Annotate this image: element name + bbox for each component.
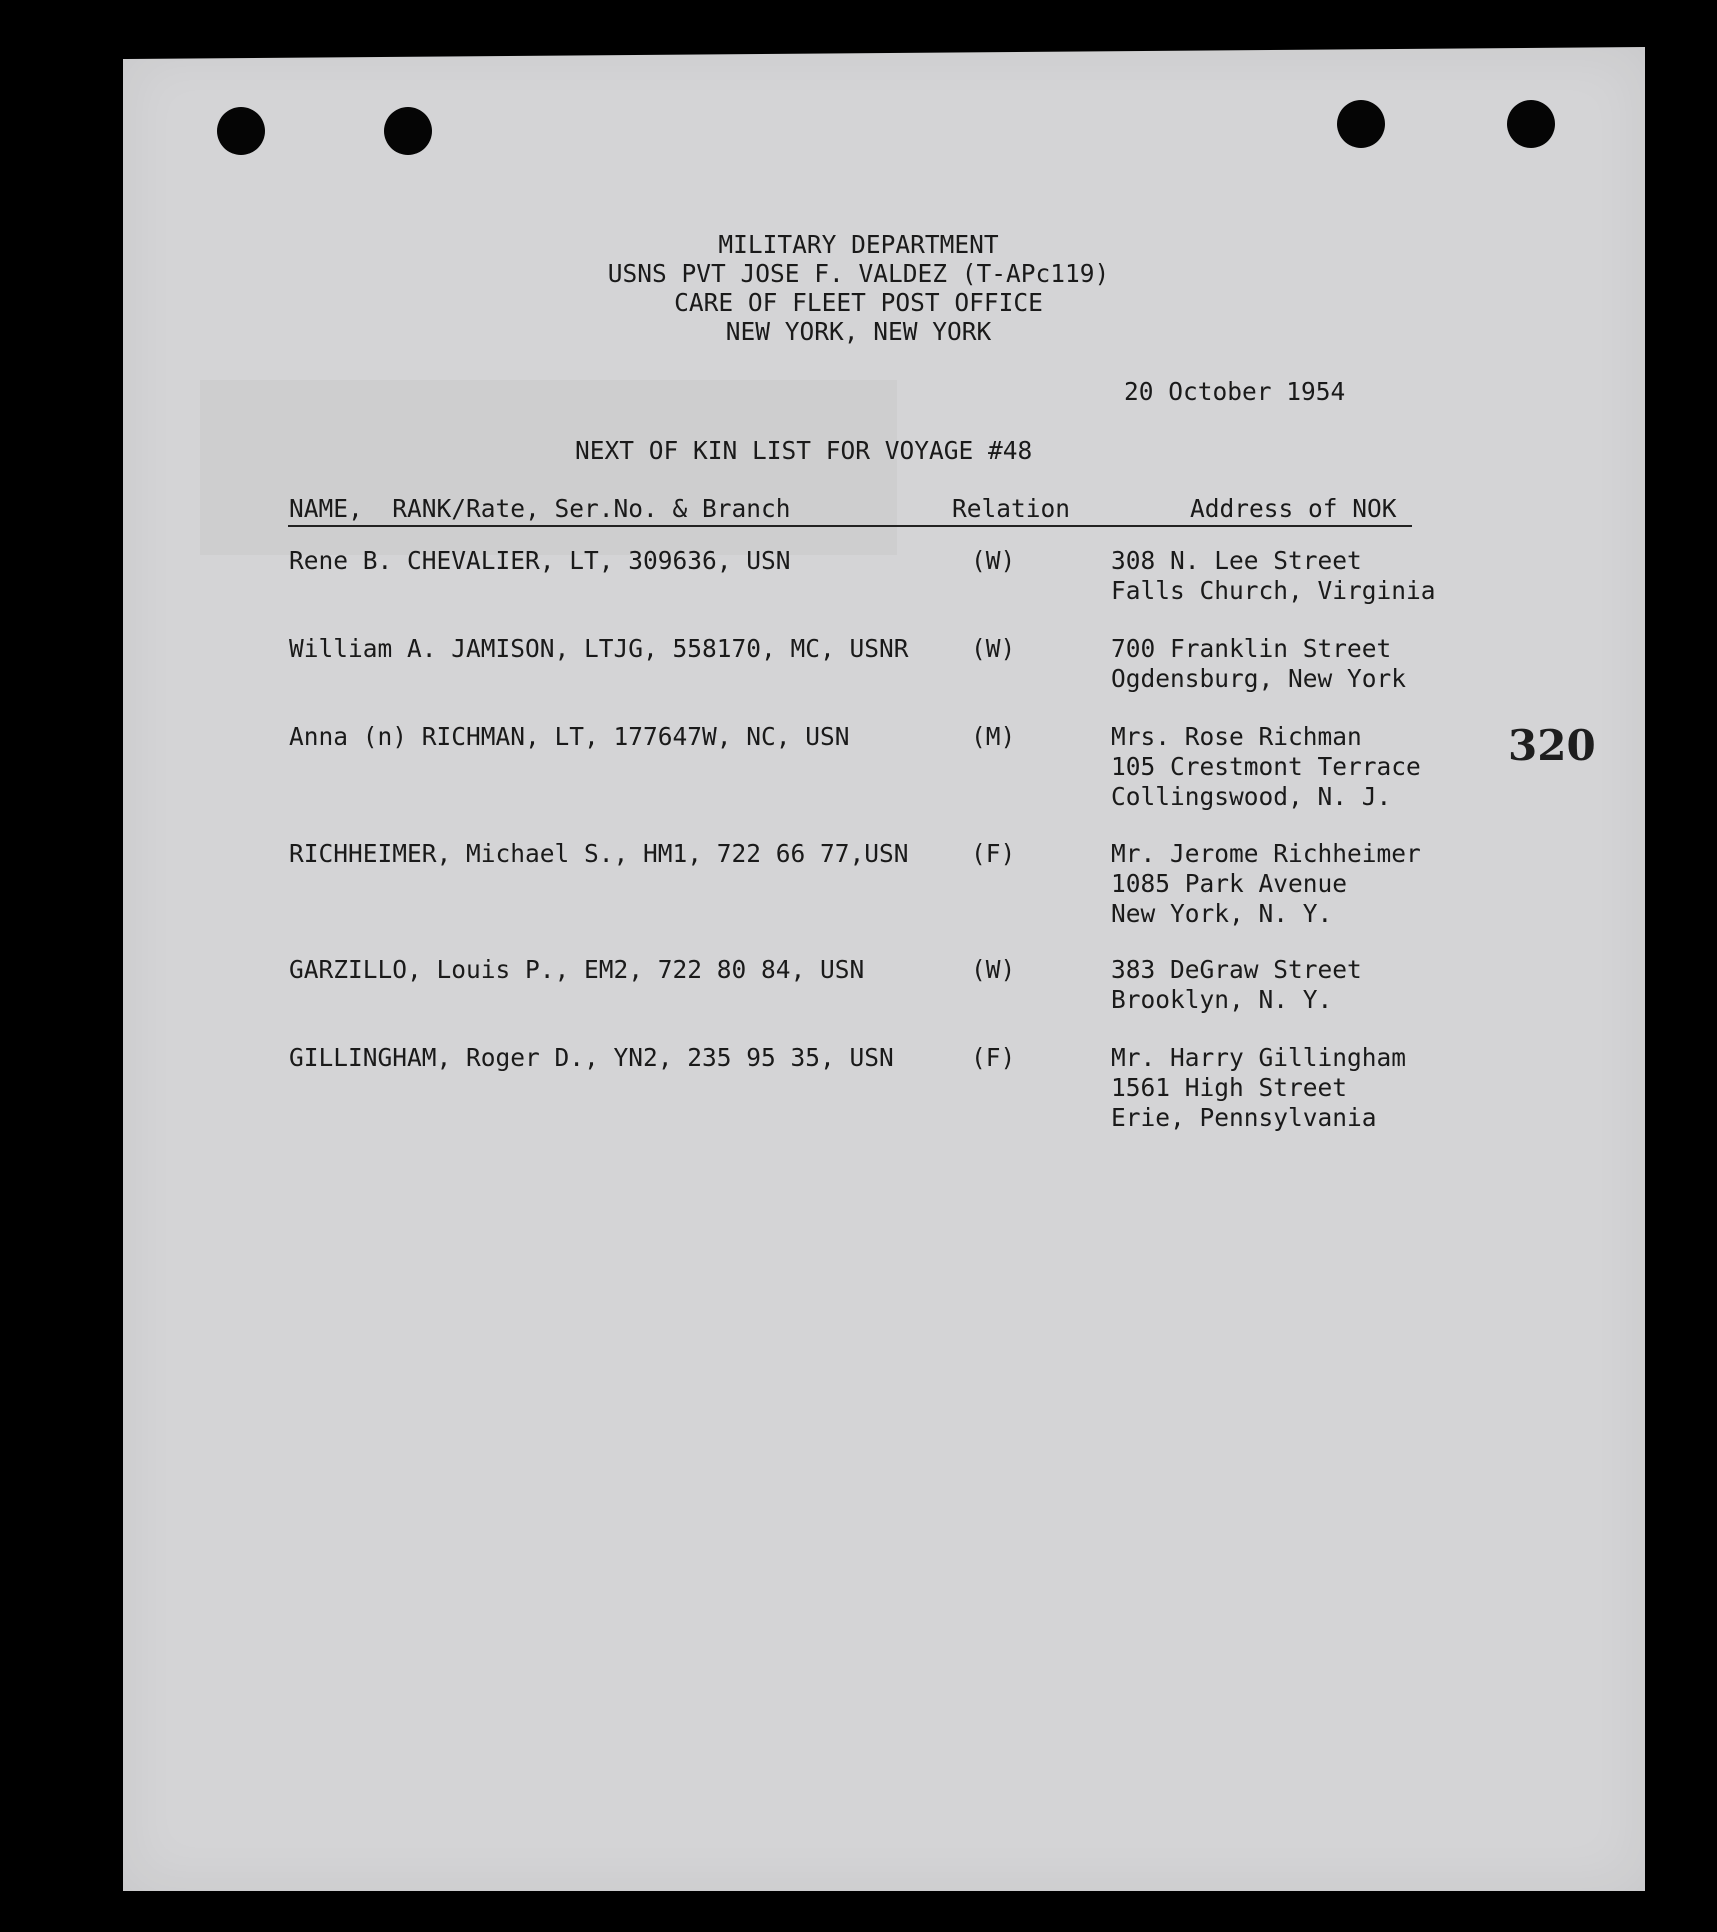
- entry-name: GARZILLO, Louis P., EM2, 722 80 84, USN: [289, 955, 865, 984]
- entry-relation: (F): [971, 1043, 1016, 1072]
- entry-address-line: 308 N. Lee Street: [1111, 546, 1362, 575]
- punch-hole-icon: [1337, 100, 1385, 148]
- entry-name: William A. JAMISON, LTJG, 558170, MC, USNR: [289, 634, 909, 663]
- entry-relation: (W): [971, 955, 1016, 984]
- entry-name: RICHHEIMER, Michael S., HM1, 722 66 77,USN: [289, 839, 909, 868]
- column-header-address: Address of NOK: [1190, 494, 1397, 523]
- entry-name: GILLINGHAM, Roger D., YN2, 235 95 35, USN: [289, 1043, 894, 1072]
- column-header-relation: Relation: [952, 494, 1071, 523]
- letterhead-line-2: USNS PVT JOSE F. VALDEZ (T-APc119): [607, 259, 1110, 288]
- entry-relation: (W): [971, 546, 1016, 575]
- entry-address-line: Mrs. Rose Richman: [1111, 722, 1362, 751]
- entry-relation: (W): [971, 634, 1016, 663]
- entry-relation: (M): [971, 722, 1016, 751]
- entry-address-line: New York, N. Y.: [1111, 899, 1333, 928]
- entry-address-line: Collingswood, N. J.: [1111, 782, 1392, 811]
- entry-address-line: Erie, Pennsylvania: [1111, 1103, 1377, 1132]
- document-date: 20 October 1954: [1124, 377, 1346, 406]
- entry-address-line: Mr. Harry Gillingham: [1111, 1043, 1407, 1072]
- page-number-stamp: 320: [1508, 721, 1596, 770]
- punch-hole-icon: [1507, 100, 1555, 148]
- entry-address-line: Brooklyn, N. Y.: [1111, 985, 1333, 1014]
- list-title: NEXT OF KIN LIST FOR VOYAGE #48: [575, 436, 1033, 465]
- entry-name: Anna (n) RICHMAN, LT, 177647W, NC, USN: [289, 722, 850, 751]
- punch-hole-icon: [384, 107, 432, 155]
- entry-address-line: 105 Crestmont Terrace: [1111, 752, 1421, 781]
- entry-address-line: 700 Franklin Street: [1111, 634, 1392, 663]
- header-underline: [288, 525, 1412, 527]
- entry-address-line: 383 DeGraw Street: [1111, 955, 1362, 984]
- column-header-name: NAME, RANK/Rate, Ser.No. & Branch: [289, 494, 791, 523]
- letterhead-line-3: CARE OF FLEET POST OFFICE: [674, 288, 1043, 317]
- paper-stain: [200, 380, 897, 555]
- entry-relation: (F): [971, 839, 1016, 868]
- entry-address-line: Mr. Jerome Richheimer: [1111, 839, 1421, 868]
- punch-hole-icon: [217, 107, 265, 155]
- letterhead-line-1: MILITARY DEPARTMENT: [718, 230, 999, 259]
- entry-address-line: 1085 Park Avenue: [1111, 869, 1348, 898]
- letterhead-line-4: NEW YORK, NEW YORK: [725, 317, 992, 346]
- entry-address-line: Ogdensburg, New York: [1111, 664, 1407, 693]
- entry-address-line: 1561 High Street: [1111, 1073, 1348, 1102]
- entry-address-line: Falls Church, Virginia: [1111, 576, 1436, 605]
- entry-name: Rene B. CHEVALIER, LT, 309636, USN: [289, 546, 791, 575]
